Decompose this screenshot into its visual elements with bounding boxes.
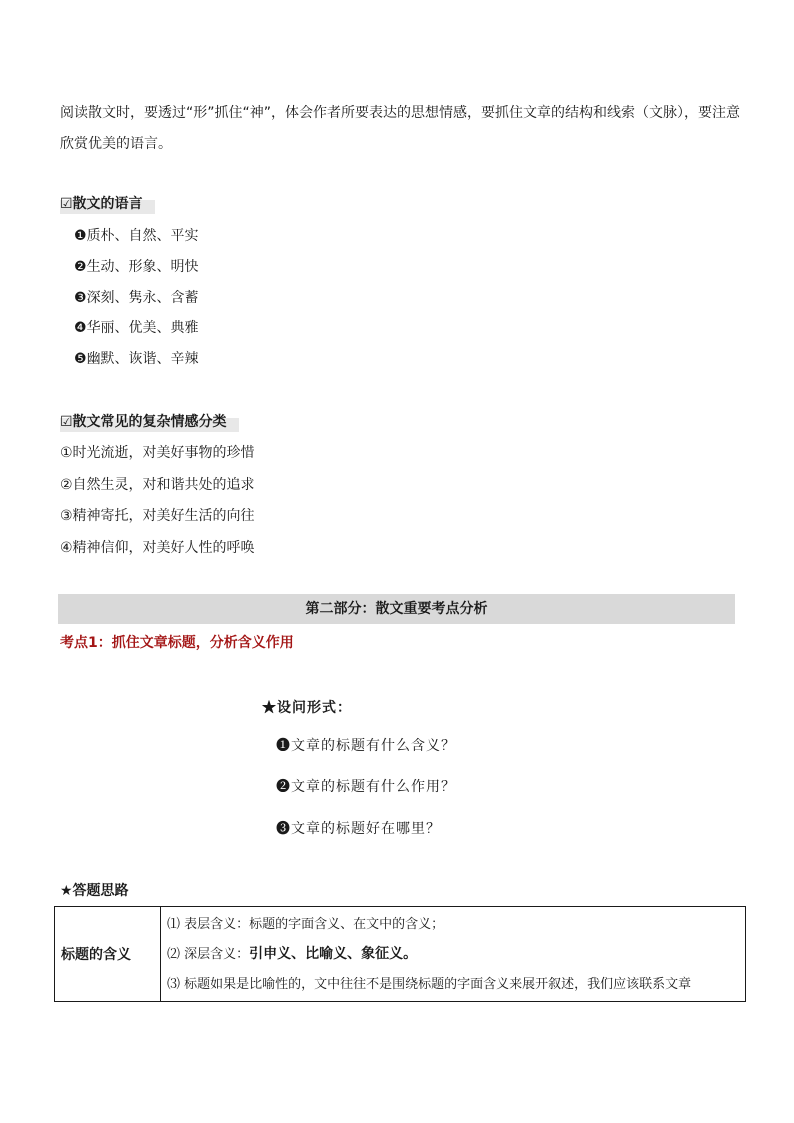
line-prefix: ⑵ 深层含义： (167, 947, 250, 962)
line-prefix: ⑶ (167, 977, 185, 992)
line-prefix: ⑴ 表层含义： (167, 917, 250, 932)
number-marker: ❶ (276, 738, 291, 754)
part-two-banner: 第二部分：散文重要考点分析 (58, 594, 735, 624)
table-row (55, 907, 746, 1002)
list-item (74, 221, 199, 252)
number-marker: ❷ (276, 779, 291, 795)
number-marker: ❸ (74, 289, 87, 306)
answer-ideas-title: ★答题思路 (60, 883, 129, 899)
table-line (167, 909, 739, 939)
language-list (74, 221, 199, 375)
table-label-cell: 标题的含义 (55, 907, 161, 1002)
number-marker: ❹ (74, 320, 87, 337)
table-line (167, 939, 739, 969)
language-section-heading: ☑散文的语言 (60, 194, 155, 214)
question-item (276, 735, 456, 755)
list-item-text: 华丽、优美、典雅 (86, 320, 199, 337)
list-item (74, 344, 199, 375)
list-item: ①时光流逝，对美好事物的珍惜 (60, 445, 255, 461)
number-marker: ❺ (74, 351, 87, 368)
intro-paragraph: 阅读散文时，要透过“形”抓住“神”，体会作者所要表达的思想情感，要抓住文章的结构和线索（文脉），要注意欣赏优美的语言。 (60, 105, 741, 152)
number-marker: ❷ (74, 258, 87, 275)
list-item-text: 幽默、诙谐、辛辣 (86, 351, 199, 368)
list-item-text: 生动、形象、明快 (86, 258, 199, 275)
line-text: 标题如果是比喻性的，文中往往不是围绕标题的字面含义来展开叙述，我们应该联系文章 (184, 977, 692, 992)
number-marker: ❸ (276, 821, 291, 837)
number-marker: ❶ (74, 228, 87, 244)
question-item (276, 818, 441, 838)
list-item: ③精神寄托，对美好生活的向往 (60, 508, 255, 524)
question-text: 文章的标题有什么含义？ (291, 738, 456, 754)
list-item (74, 252, 199, 283)
question-forms-title: ★设问形式： (262, 700, 352, 716)
list-item: ④精神信仰，对美好人性的呼唤 (60, 539, 255, 556)
emotion-list (60, 438, 255, 564)
line-bold-text: 引申义、比喻义、象征义。 (249, 946, 418, 962)
list-item-text: 深刻、隽永、含蓄 (86, 289, 199, 306)
list-item-text: 质朴、自然、平实 (86, 228, 199, 244)
question-item (276, 776, 456, 796)
list-item (74, 313, 199, 344)
emotion-section-heading: ☑散文常见的复杂情感分类 (60, 412, 239, 432)
kaodian-title: 考点1：抓住文章标题，分析含义作用 (60, 635, 294, 651)
list-item: ②自然生灵，对和谐共处的追求 (60, 476, 255, 493)
answer-table (54, 906, 746, 1002)
table-content-cell (161, 907, 746, 1002)
line-text: 标题的字面含义、在文中的含义； (249, 917, 445, 932)
question-text: 文章的标题好在哪里？ (291, 821, 441, 837)
question-text: 文章的标题有什么作用？ (291, 779, 456, 795)
list-item (74, 283, 199, 314)
table-line (167, 969, 739, 999)
